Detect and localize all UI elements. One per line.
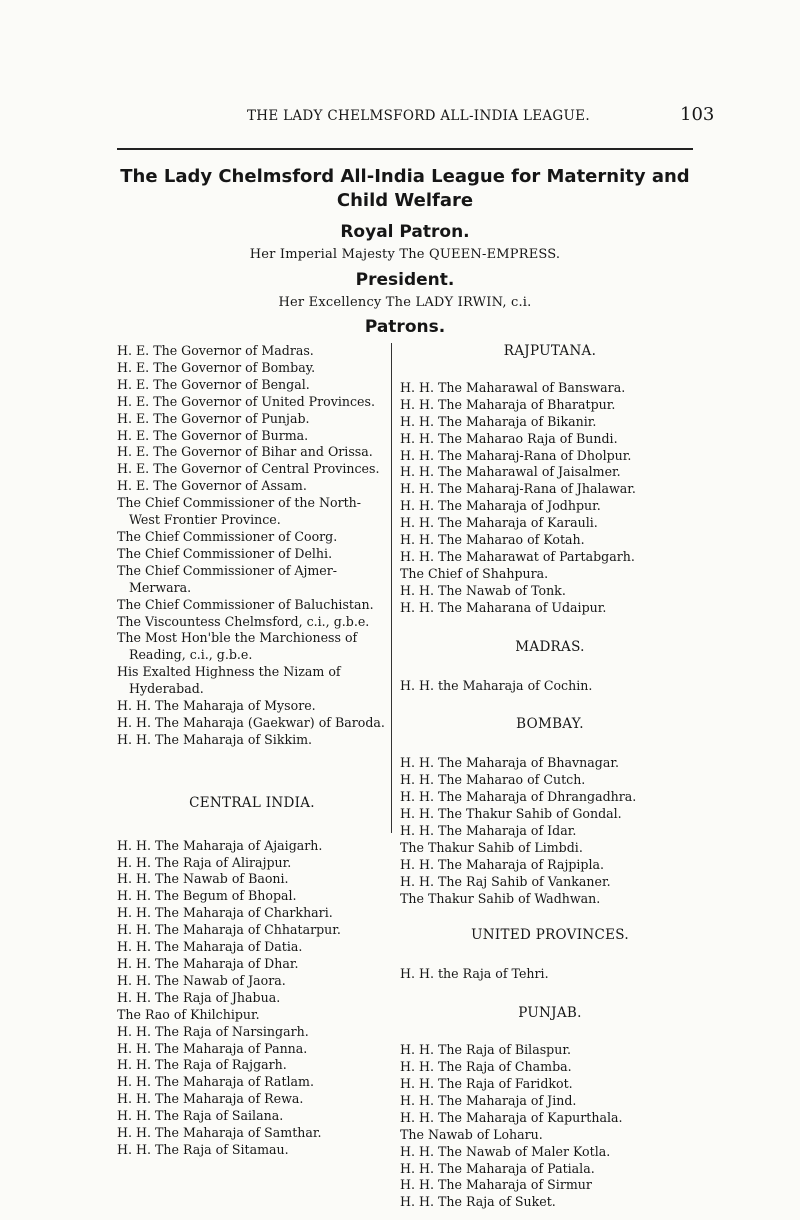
list-item: H. H. The Maharaja of Rewa. [117,1091,304,1107]
list-item: H. H. The Raja of Narsingarh. [117,1023,309,1039]
list-item: H. E. The Governor of Bihar and Orissa. [117,444,373,460]
list-item: H. H. The Maharaja of Bharatpur. [400,396,616,412]
list-item: H. H. the Raja of Tehri. [400,966,549,982]
list-item: Merwara. [129,579,192,595]
list-item: H. H. The Nawab of Jaora. [117,972,286,988]
list-item: H. H. The Maharaja of Karauli. [400,515,598,531]
list-item: H. E. The Governor of Bombay. [117,359,316,375]
list-item: H. H. The Maharaja of Ajaigarh. [117,837,323,853]
list-item: H. H. The Raja of Sailana. [117,1108,284,1124]
list-item: The Thakur Sahib of Limbdi. [400,839,583,855]
list-item: Hyderabad. [129,681,204,697]
list-item: H. H. The Maharaja of Chhatarpur. [117,922,341,938]
list-item: The Chief Commissioner of Coorg. [117,528,338,544]
column-divider [391,343,392,833]
list-item: H. H. The Maharawal of Jaisalmer. [400,464,621,480]
running-head [0,104,800,128]
list-item: H. H. The Maharaja of Datia. [117,939,303,955]
list-item: H. H. The Raja of Faridkot. [400,1076,573,1091]
list-item: H. H. The Maharawat of Partabgarh. [400,548,635,564]
header-rule [117,148,693,150]
punjab-heading: PUNJAB. [518,1005,582,1022]
running-head-title: THE LADY CHELMSFORD ALL-INDIA LEAGUE. [247,108,590,124]
list-item: H. E. The Governor of Punjab. [117,410,310,426]
list-item: H. H. The Maharaja (Gaekwar) of Baroda. [117,714,385,730]
list-item: H. H. The Maharaja of Ratlam. [117,1074,314,1090]
list-item: H. H. The Raja of Bilaspur. [400,1042,571,1058]
list-item: H. H. The Raja of Chamba. [400,1059,572,1075]
list-item: H. H. The Maharaj-Rana of Jhalawar. [400,481,636,497]
list-item: H. H. The Begum of Bhopal. [117,888,297,904]
list-item: H. H. The Maharaja of Dhar. [117,956,299,971]
general-patrons-list [117,343,387,749]
list-item: H. H. The Maharaja of Panna. [117,1040,308,1056]
list-item: H. H. The Raja of Alirajpur. [117,854,292,870]
list-item: West Frontier Province. [129,512,281,528]
list-item: H. H. The Nawab of Baoni. [117,871,289,887]
rajputana-list [400,380,700,617]
list-item: H. H. The Maharaja of Mysore. [117,698,316,714]
left-column [117,343,387,1159]
list-item: The Most Hon'ble the Marchioness of [117,630,358,646]
list-item: H. H. The Maharaja of Patiala. [400,1160,595,1176]
list-item: H. H. The Maharao of Cutch. [400,772,586,788]
list-item: H. H. The Maharaj-Rana of Dholpur. [400,447,632,463]
united-provinces-heading: UNITED PROVINCES. [471,927,629,944]
list-item: H. H. The Maharaja of Sirmur [400,1177,592,1193]
list-item: The Viscountess Chelmsford, c.i., g.b.e. [117,613,370,629]
list-item: The Chief Commissioner of Baluchistan. [117,596,374,612]
royal-patron-name: Her Imperial Majesty The QUEEN-EMPRESS. [249,247,561,262]
list-item: H. H. The Raj Sahib of Vankaner. [400,873,611,889]
list-item: H. H. The Raja of Jhabua. [117,989,281,1005]
list-item: H. H. The Maharaja of Idar. [400,822,577,838]
list-item: H. H. The Maharaja of Bhavnagar. [400,755,619,771]
president-name: Her Excellency The LADY IRWIN, c.i. [278,295,532,310]
list-item: H. H. The Maharaja of Dhrangadhra. [400,789,637,805]
list-item: H. H. The Maharaja of Rajpipla. [400,856,605,872]
page-title: The Lady Chelmsford All-India League for Maternity and Child Welfare [120,166,690,211]
right-column [400,343,700,1211]
list-item: The Chief Commissioner of Ajmer- [117,562,338,578]
list-item: H. E. The Governor of Assam. [117,478,307,494]
punjab-list [400,1042,700,1211]
list-item: H. H. the Maharaja of Cochin. [400,677,593,693]
list-item: The Thakur Sahib of Wadhwan. [400,890,601,906]
list-item: H. H. The Maharaja of Kapurthala. [400,1109,623,1125]
list-item: H. H. The Maharao Raja of Bundi. [400,430,618,446]
central-india-list [117,838,387,1159]
bombay-heading: BOMBAY. [516,716,584,733]
list-item: H. H. The Nawab of Maler Kotla. [400,1143,611,1159]
list-item: The Nawab of Loharu. [400,1126,543,1142]
central-india-heading: CENTRAL INDIA. [189,794,315,811]
list-item: H. H. The Maharawal of Banswara. [400,379,626,395]
list-item: H. H. The Thakur Sahib of Gondal. [400,806,622,822]
bombay-list [400,755,700,907]
list-item: H. H. The Raja of Suket. [400,1194,556,1210]
list-item: H. H. The Maharaja of Jodhpur. [400,498,601,514]
list-item: H. H. The Maharaja of Jind. [400,1092,577,1108]
list-item: H. E. The Governor of Bengal. [117,376,310,392]
list-item: The Chief Commissioner of Delhi. [117,545,333,561]
list-item: H. H. The Nawab of Tonk. [400,582,566,598]
list-item: H. E. The Governor of Madras. [117,343,314,358]
list-item: Reading, c.i., g.b.e. [129,647,253,663]
list-item: H. H. The Raja of Rajgarh. [117,1057,287,1073]
president-heading: President. [355,270,455,290]
list-item: H. H. The Maharaja of Bikanir. [400,413,597,429]
list-item: H. H. The Maharana of Udaipur. [400,599,607,615]
list-item: H. E. The Governor of Burma. [117,427,309,443]
list-item: H. H. The Maharao of Kotah. [400,532,585,548]
list-item: His Exalted Highness the Nizam of [117,664,341,680]
list-item: The Rao of Khilchipur. [117,1006,260,1022]
page-number: 103 [680,104,715,125]
list-item: The Chief of Shahpura. [400,565,549,581]
patrons-heading: Patrons. [364,317,446,337]
list-item: H. H. The Maharaja of Sikkim. [117,731,313,747]
list-item: H. E. The Governor of United Provinces. [117,393,375,409]
madras-heading: MADRAS. [515,638,585,655]
list-item: H. E. The Governor of Central Provinces. [117,461,380,477]
list-item: H. H. The Raja of Sitamau. [117,1141,289,1157]
list-item: H. H. The Maharaja of Charkhari. [117,905,333,921]
rajputana-heading: RAJPUTANA. [503,343,597,359]
list-item: The Chief Commissioner of the North- [117,495,362,511]
list-item: H. H. The Maharaja of Samthar. [117,1125,322,1141]
royal-patron-heading: Royal Patron. [340,222,470,242]
